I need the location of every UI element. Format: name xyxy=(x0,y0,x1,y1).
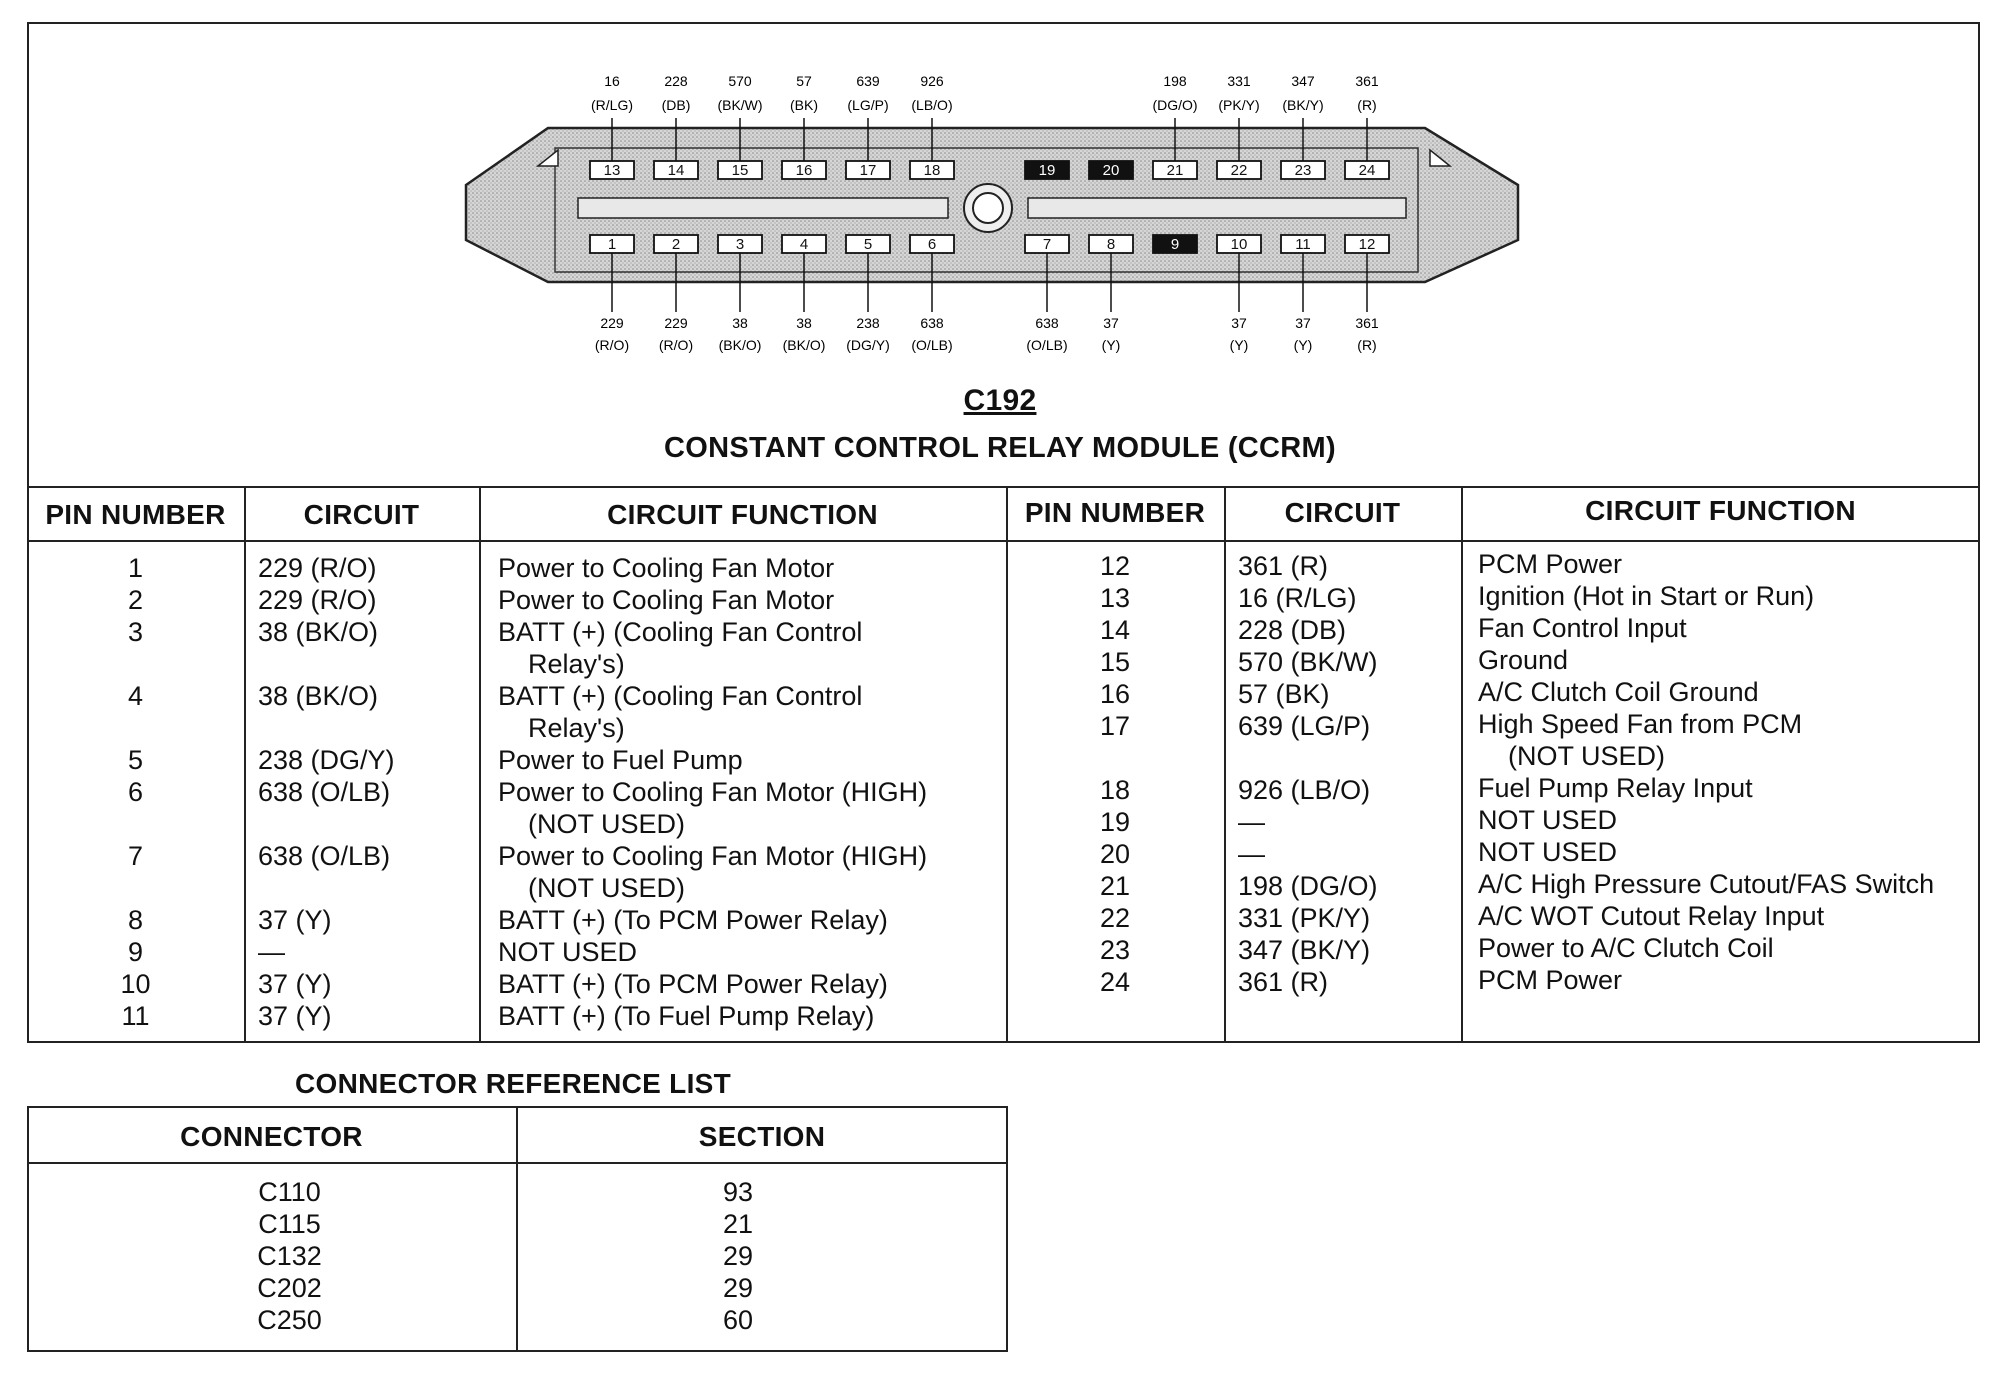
pin-number-label: 24 xyxy=(1358,162,1376,179)
pin-number-label: 5 xyxy=(863,236,873,253)
pin-number-label: 2 xyxy=(671,236,681,253)
header-connector: CONNECTOR xyxy=(180,1121,363,1152)
pin-number-label: 15 xyxy=(731,162,749,179)
pin-color-label: (LB/O) xyxy=(911,97,953,113)
pin-number-label: 17 xyxy=(859,162,877,179)
pin-number-label: 6 xyxy=(927,236,937,253)
col-divider xyxy=(1224,486,1226,1043)
pin-13 xyxy=(590,73,634,179)
pin-color-label: (DB) xyxy=(661,97,691,113)
right-pin-column: 12 13 14 15 16 17 18 19 20 21 22 23 24 xyxy=(1099,551,1131,997)
header-pin-number: PIN NUMBER xyxy=(1024,497,1206,528)
pin-16 xyxy=(782,73,826,179)
pin-2 xyxy=(654,235,698,353)
pin-color-label: (Y) xyxy=(1293,337,1313,353)
col-divider xyxy=(479,486,481,1043)
pin-15 xyxy=(717,73,762,179)
pin-circuit-label: 37 xyxy=(1103,315,1119,331)
table-header-rule xyxy=(27,540,1980,542)
pin-22 xyxy=(1217,73,1261,179)
pin-9 xyxy=(1153,235,1197,253)
pin-number-label: 14 xyxy=(667,162,685,179)
pin-10 xyxy=(1217,235,1261,353)
reference-list-title: CONNECTOR REFERENCE LIST xyxy=(295,1068,732,1099)
pin-color-label: (BK/W) xyxy=(717,97,763,113)
pin-8 xyxy=(1089,235,1133,353)
left-function-column: Power to Cooling Fan Motor Power to Cooling Fan Motor BATT (+) (Cooling Fan Control Relay's) BATT (+) (Cooling Fan Control Relay's) Power to Fuel Pump Power to Cooling Fan Motor (HIGH) (NOT USED) Power to Cooling Fan Motor (HIGH) (NOT USED) BATT (+) (To PCM Power Relay) NOT USED BATT (+) (To PCM Power Relay) BATT (+) (To Fuel Pump Relay) xyxy=(498,553,928,1031)
pin-number-label: 9 xyxy=(1170,236,1180,253)
pin-circuit-label: 638 xyxy=(1035,315,1059,331)
pin-color-label: (O/LB) xyxy=(911,337,953,353)
pin-circuit-label: 639 xyxy=(856,73,880,89)
pin-circuit-label: 229 xyxy=(664,315,688,331)
pin-number-label: 8 xyxy=(1106,236,1116,253)
header-circuit-function: CIRCUIT FUNCTION xyxy=(1585,495,1856,526)
pin-circuit-label: 38 xyxy=(732,315,748,331)
right-circuit-column: 361 (R) 16 (R/LG) 228 (DB) 570 (BK/W) 57 (BK) 639 (LG/P) 926 (LB/O) — — 198 (DG/O) 331 (PK/Y) 347 (BK/Y) 361 (R) xyxy=(1238,551,1378,997)
header-circuit-function: CIRCUIT FUNCTION xyxy=(607,499,878,530)
pin-color-label: (LG/P) xyxy=(847,97,889,113)
pin-17 xyxy=(846,73,890,179)
pin-color-label: (R/O) xyxy=(658,337,694,353)
pin-4 xyxy=(782,235,826,353)
pin-circuit-label: 347 xyxy=(1291,73,1315,89)
pin-color-label: (R) xyxy=(1357,97,1377,113)
pin-number-label: 3 xyxy=(735,236,745,253)
pin-circuit-label: 229 xyxy=(600,315,624,331)
slot-left xyxy=(578,198,948,218)
pin-6 xyxy=(910,235,954,353)
pin-number-label: 13 xyxy=(603,162,621,179)
pin-number-label: 22 xyxy=(1230,162,1248,179)
col-divider xyxy=(1461,486,1463,1043)
pin-3 xyxy=(718,235,762,353)
pin-24 xyxy=(1345,73,1389,179)
pin-circuit-label: 638 xyxy=(920,315,944,331)
pin-number-label: 19 xyxy=(1038,162,1056,179)
pin-circuit-label: 38 xyxy=(796,315,812,331)
module-name: CONSTANT CONTROL RELAY MODULE (CCRM) xyxy=(664,432,1336,464)
header-circuit: CIRCUIT xyxy=(1284,497,1401,528)
pin-circuit-label: 361 xyxy=(1355,315,1379,331)
pin-color-label: (DG/O) xyxy=(1152,97,1198,113)
pin-color-label: (BK) xyxy=(790,97,818,113)
pin-color-label: (DG/Y) xyxy=(846,337,890,353)
pin-circuit-label: 926 xyxy=(920,73,944,89)
pin-color-label: (R) xyxy=(1357,337,1377,353)
pin-1 xyxy=(590,235,634,353)
pin-number-label: 1 xyxy=(607,236,617,253)
pin-number-label: 11 xyxy=(1295,236,1311,253)
pin-circuit-label: 361 xyxy=(1355,73,1379,89)
connector-column: C110 C115 C132 C202 C250 xyxy=(257,1177,322,1335)
pin-color-label: (O/LB) xyxy=(1026,337,1068,353)
pin-color-label: (Y) xyxy=(1229,337,1249,353)
pin-circuit-label: 57 xyxy=(796,73,812,89)
pin-circuit-label: 228 xyxy=(664,73,688,89)
left-pin-column: 1 2 3 4 5 6 7 8 9 10 11 xyxy=(120,553,151,1031)
slot-right xyxy=(1028,198,1406,218)
left-circuit-column: 229 (R/O) 229 (R/O) 38 (BK/O) 38 (BK/O) 238 (DG/Y) 638 (O/LB) 638 (O/LB) 37 (Y) — 37 (Y) 37 (Y) xyxy=(258,553,395,1031)
center-bolt-inner xyxy=(973,193,1003,223)
pin-color-label: (BK/O) xyxy=(718,337,762,353)
header-pin-number: PIN NUMBER xyxy=(45,499,226,530)
pin-color-label: (BK/O) xyxy=(782,337,826,353)
pin-color-label: (Y) xyxy=(1101,337,1121,353)
pin-circuit-label: 570 xyxy=(728,73,752,89)
pin-color-label: (R/O) xyxy=(594,337,630,353)
pin-number-label: 7 xyxy=(1042,236,1052,253)
pin-color-label: (R/LG) xyxy=(591,97,633,113)
pin-circuit-label: 16 xyxy=(604,73,620,89)
pin-number-label: 23 xyxy=(1294,162,1312,179)
pin-circuit-label: 238 xyxy=(856,315,880,331)
pin-number-label: 4 xyxy=(799,236,809,253)
right-function-column: PCM Power Ignition (Hot in Start or Run) Fan Control Input Ground A/C Clutch Coil Ground High Speed Fan from PCM (NOT USED) Fuel Pump Relay Input NOT USED NOT USED A/C High Pressure Cutout/FAS Switch A/C WOT Cutout Relay Input Power to A/C Clutch Coil PCM Power xyxy=(1478,549,1935,995)
pin-color-label: (PK/Y) xyxy=(1218,97,1260,113)
section-column: 93 21 29 29 60 xyxy=(722,1177,754,1335)
pin-color-label: (BK/Y) xyxy=(1282,97,1324,113)
pin-23 xyxy=(1281,73,1325,179)
pin-20 xyxy=(1089,161,1133,179)
pin-number-label: 20 xyxy=(1102,162,1120,179)
pin-number-label: 12 xyxy=(1358,236,1376,253)
pin-18 xyxy=(910,73,954,179)
pin-circuit-label: 198 xyxy=(1163,73,1187,89)
pin-number-label: 18 xyxy=(923,162,941,179)
pin-circuit-label: 37 xyxy=(1231,315,1247,331)
connector-id: C192 xyxy=(963,384,1037,417)
pin-circuit-label: 37 xyxy=(1295,315,1311,331)
pin-7 xyxy=(1025,235,1069,353)
pin-number-label: 16 xyxy=(795,162,813,179)
pin-14 xyxy=(654,73,698,179)
table-top-rule xyxy=(27,486,1980,488)
pin-5 xyxy=(846,235,890,353)
col-divider xyxy=(244,486,246,1043)
header-section: SECTION xyxy=(698,1121,826,1152)
header-circuit: CIRCUIT xyxy=(303,499,420,530)
pin-number-label: 21 xyxy=(1166,162,1184,179)
pin-number-label: 10 xyxy=(1230,236,1248,253)
pin-11 xyxy=(1281,235,1325,353)
pin-circuit-label: 331 xyxy=(1227,73,1251,89)
pin-19 xyxy=(1025,161,1069,179)
pin-21 xyxy=(1152,73,1197,179)
pin-12 xyxy=(1345,235,1389,353)
connector-diagram xyxy=(0,0,2000,500)
